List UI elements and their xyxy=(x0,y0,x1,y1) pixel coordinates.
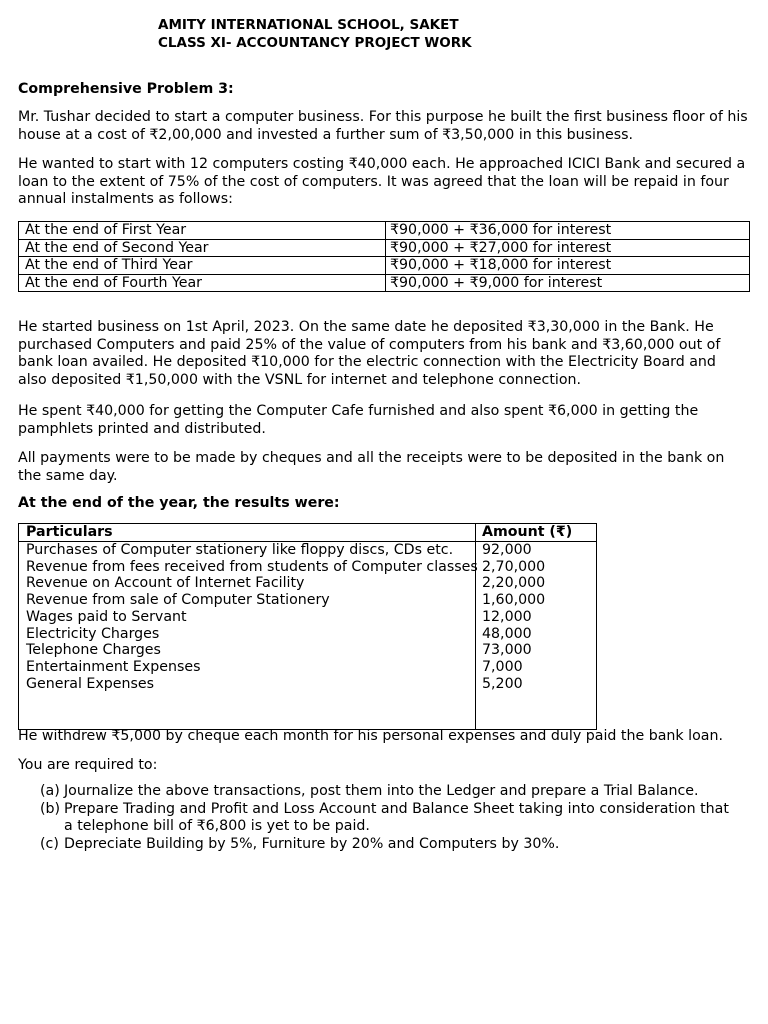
amount-header: Amount (₹) xyxy=(482,524,573,540)
instalment-amount: ₹90,000 + ₹18,000 for interest xyxy=(386,257,750,275)
table-row: Revenue on Account of Internet Facility xyxy=(26,575,305,591)
item-label: (c) xyxy=(40,835,59,852)
table-row xyxy=(19,257,750,275)
table-row: Entertainment Expenses xyxy=(26,659,201,675)
table-row xyxy=(19,274,750,292)
school-name: AMITY INTERNATIONAL SCHOOL, SAKET xyxy=(158,17,459,33)
paragraph-start: He started business on 1st April, 2023. On the same date he deposited ₹3,30,000 in the Bank. He purchased Computers and paid 25% of the value of computers from his bank and ₹3,60,000 out of bank loan availed. He deposited ₹10,000 for the electric connection with the Electricity Board and also deposited ₹1,50,000 with the VSNL for internet and telephone connection. xyxy=(18,319,721,388)
instalment-period: At the end of Fourth Year xyxy=(19,274,386,292)
project-title: CLASS XI- ACCOUNTANCY PROJECT WORK xyxy=(158,35,472,51)
instalment-period: At the end of Second Year xyxy=(19,239,386,257)
instalments-table xyxy=(18,221,750,292)
table-row: Revenue from fees received from students of Computer classes xyxy=(26,558,478,575)
requirements-list xyxy=(40,783,740,853)
table-row: General Expenses xyxy=(26,676,155,692)
list-item xyxy=(40,836,740,854)
amount-cell: 12,000 xyxy=(482,609,532,625)
table-row xyxy=(19,222,750,240)
instalment-period: At the end of First Year xyxy=(19,222,386,240)
paragraph-loan: He wanted to start with 12 computers costing ₹40,000 each. He approached ICICI Bank and secured a loan to the extent of 75% of the cost of computers. It was agreed that the loan will be repaid in four annual instalments as follows: xyxy=(18,156,746,207)
table-row xyxy=(19,239,750,257)
paragraph-withdrawal: He withdrew ₹5,000 by cheque each month for his personal expenses and duly paid the bank loan. xyxy=(18,728,723,744)
item-text: Depreciate Building by 5%, Furniture by 20% and Computers by 30%. xyxy=(64,835,560,852)
instalment-period: At the end of Third Year xyxy=(19,257,386,275)
amount-cell: 73,000 xyxy=(482,642,532,658)
table-row: Purchases of Computer stationery like floppy discs, CDs etc. xyxy=(26,542,454,558)
problem-title: Comprehensive Problem 3: xyxy=(18,81,234,97)
list-item xyxy=(40,783,740,801)
paragraph-furnish: He spent ₹40,000 for getting the Computer Cafe furnished and also spent ₹6,000 in getting the pamphlets printed and distributed. xyxy=(18,403,699,437)
table-row: Telephone Charges xyxy=(26,642,161,658)
amount-cell: 2,20,000 xyxy=(482,575,546,591)
results-table xyxy=(18,523,597,730)
amount-cell: 92,000 xyxy=(482,542,532,558)
instalment-amount: ₹90,000 + ₹36,000 for interest xyxy=(386,222,750,240)
table-row: Wages paid to Servant xyxy=(26,609,187,625)
item-text: Prepare Trading and Profit and Loss Account and Balance Sheet taking into consideration that a telephone bill of ₹6,800 is yet to be paid. xyxy=(64,800,729,834)
item-label: (a) xyxy=(40,783,60,799)
table-row: Revenue from sale of Computer Stationery xyxy=(26,592,330,608)
instalment-amount: ₹90,000 + ₹9,000 for interest xyxy=(386,274,750,292)
paragraph-intro: Mr. Tushar decided to start a computer business. For this purpose he built the first business floor of his house at a cost of ₹2,00,000 and invested a further sum of ₹3,50,000 in this business. xyxy=(18,109,748,143)
amount-cell: 48,000 xyxy=(482,625,532,642)
amount-cell: 7,000 xyxy=(482,659,523,675)
item-text: Journalize the above transactions, post them into the Ledger and prepare a Trial Balance. xyxy=(64,783,699,799)
amount-cell: 2,70,000 xyxy=(482,558,546,575)
item-label: (b) xyxy=(40,800,61,817)
paragraph-required: You are required to: xyxy=(18,757,158,773)
paragraph-payments: All payments were to be made by cheques and all the receipts were to be deposited in the bank on the same day. xyxy=(18,450,725,484)
amount-cell: 5,200 xyxy=(482,676,523,692)
amount-cell: 1,60,000 xyxy=(482,592,546,608)
list-item xyxy=(40,801,740,836)
particulars-header: Particulars xyxy=(26,524,113,540)
instalment-amount: ₹90,000 + ₹27,000 for interest xyxy=(386,239,750,257)
document-header xyxy=(158,16,472,52)
table-row: Electricity Charges xyxy=(26,625,160,642)
results-heading: At the end of the year, the results were: xyxy=(18,495,340,511)
